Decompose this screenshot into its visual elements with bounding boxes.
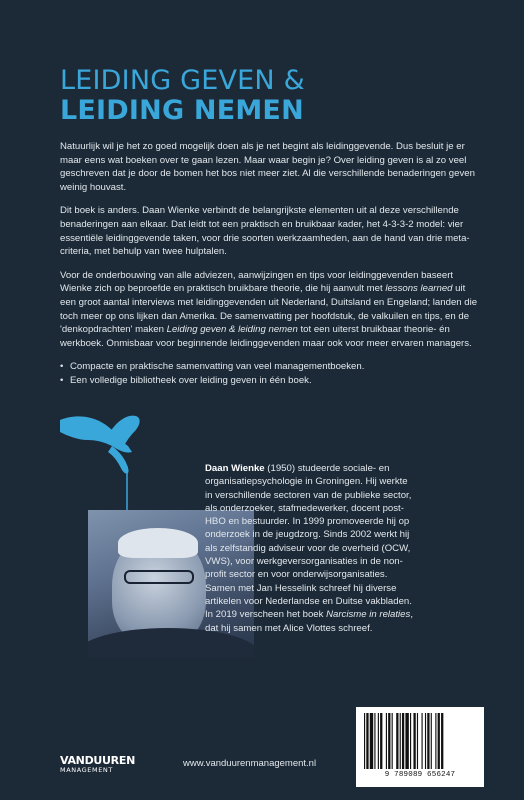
barcode-bar: [413, 713, 415, 769]
barcode-bar: [392, 713, 393, 769]
barcode-bar: [364, 713, 365, 769]
barcode-bar: [422, 713, 423, 769]
barcode-bar: [431, 713, 432, 769]
barcode-bar: [438, 713, 440, 769]
barcode-bar: [386, 713, 387, 769]
barcode-bar: [400, 713, 401, 769]
barcode-bar: [417, 713, 418, 769]
author-bio: Daan Wienke (1950) studeerde sociale- en organisatiepsychologie in Groningen. Hij werkte in verschillende sectoren van de publieke sector, als onderzoeker, stafmedewerker, docent post-HBO en bestuurder. In 1999 promoveerde hij op onderzoek in de jeugdzorg. Sinds 2002 werkt hij als zelfstandig adviseur voor de overheid (OCW, VWS), voor werkgeversorganisaties in de non-profit sector en voor onderwijsorganisaties. Samen met Jan Hesselink schreef hij diverse artikelen voor Nederlandse en Duitse vakbladen. In 2019 verscheen het boek Narcisme in relaties, dat hij samen met Alice Vlottes schreef.: [205, 463, 413, 634]
barcode-bar: [427, 713, 429, 769]
paragraph-foundation: Voor de onderbouwing van alle adviezen, aanwijzingen en tips voor leidinggevenden baseert Wienke zich op beproefde en praktisch bruikbare theorie, die hij aanvult met lessons learned uit een groot aantal interviews met leidinggevenden uit Nederland, Duitsland en Engeland; landen die toch meer op ons lijken dan Amerika. De samenvatting per hoofdstuk, de valkuilen en tips, en de 'denkopdrachten' maken Leiding geven & leiding nemen tot een uiterst bruikbaar theorie- én werkboek. Onmisbaar voor beginnende leidinggevenden maar ook voor meer ervaren managers.: [60, 269, 478, 349]
barcode-bar: [378, 713, 379, 769]
barcode-bar: [374, 713, 375, 769]
barcode-bar: [388, 713, 390, 769]
barcode-bar: [402, 713, 404, 769]
publisher-brand-sub: MANAGEMENT: [60, 766, 113, 774]
title-line-1: LEIDING GEVEN &: [60, 65, 305, 96]
barcode-bar: [396, 713, 398, 769]
photo-glasses: [124, 570, 194, 584]
barcode-bar: [366, 713, 368, 769]
barcode-bar: [435, 713, 436, 769]
photo-hair: [118, 528, 198, 558]
publisher-logo: [60, 754, 135, 774]
barcode-bar: [405, 713, 408, 769]
barcode-bars: [362, 713, 478, 769]
barcode: [356, 707, 484, 787]
list-item: • Compacte en praktische samenvatting van veel managementboeken.: [60, 360, 480, 374]
barcode-bar: [441, 713, 443, 769]
publisher-url: www.vanduurenmanagement.nl: [183, 758, 317, 769]
barcode-bar: [370, 713, 373, 769]
paragraph-intro: Natuurlijk wil je het zo goed mogelijk doen als je net begint als leidinggevende. Dus besluit je er maar eens wat boeken over te gaan lezen. Maar waar begin je? Over leiding geven is al zo veel geschreven dat je door de bomen het bos niet meer ziet. Al die verschillende benaderingen geven weinig houvast.: [60, 141, 475, 193]
paragraph-model: Dit boek is anders. Daan Wienke verbindt de belangrijkste elementen uit al deze verschillende benaderingen aan elkaar. Dat leidt tot een praktisch en bruikbaar kader, het 4-3-3-2 model: vier essentiële leidinggevende taken, voor drie soorten werkzaamheden, aan de hand van drie meta-criteria, met behulp van twee hulptalen.: [60, 205, 470, 258]
barcode-bar: [425, 713, 426, 769]
publisher-brand: VANDUUREN: [60, 754, 135, 767]
author-name: Daan Wienke: [205, 463, 265, 474]
isbn-number: 9 789089 656247: [384, 771, 456, 779]
barcode-bar: [410, 713, 411, 769]
title-line-2: LEIDING NEMEN: [60, 95, 304, 126]
list-item: • Een volledige bibliotheek over leiding geven in één boek.: [60, 374, 480, 388]
barcode-bar: [380, 713, 382, 769]
